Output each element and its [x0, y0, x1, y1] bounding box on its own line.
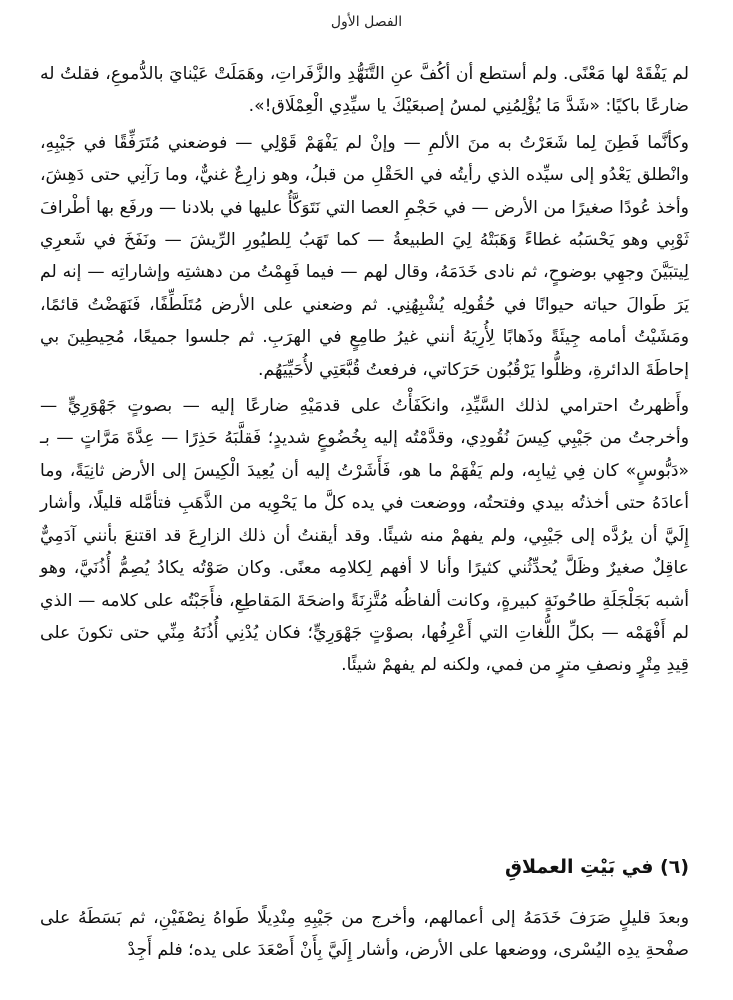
- section-body: [40, 902, 689, 967]
- paragraph-2: وكأنَّما فَطِنَ لِما شَعَرْتُ به منَ الألمِ — وإنْ لم يَفْهَمْ قَوْلِي — فوضعني مُتَرَفِّقًا في جَيْبِهِ، وانْطلق يَعْدُو إلى سيِّده الذي رأيتُه في الحَقْلِ من قبلُ، وهو زارِعٌ غنيٌّ، وما رَآنِي حتى دَهِشَ، وأخذ عُودًا صغيرًا من الأرض — في حَجْمِ العصا التي نَتَوَكَّأُ عليها في بلادنا — ورفَع بها أطْرافَ ثَوْبِي وهو يَحْسَبُه غطاءً وَهَبَتْهُ لِيَ الطبيعةُ — كما تَهَبُ لِلطيُورِ الرِّيشَ — ونَفَخَ في شَعرِي لِيتبَيَّنَ وجهِي بوضوحٍ، ثم نادى خَدَمَهُ، وقال لهم — فيما فَهِمْتُ من دهشتِه وإشاراتِه — إنه لم يَرَ طَوالَ حياته حيوانًا في حُقُولِه يُشْبِهُنِي. ثم وضعني على الأرض مُتَلَطِّفًا، فَنَهَضْتُ قائمًا، ومَشَيْتُ أمامه جِيئَةً وذَهابًا لِأُرِيَهُ أنني غيرُ طامِعٍ في الهرَبِ. ثم جلسوا جميعًا، مُحِيطِينَ بي إحاطَةَ الدائرةِ، وظلُّوا يَرْقُبُون حَرَكاتي، فرفعتُ قُبَّعَتِي لأُحَيِّيَهُم.: [40, 132, 689, 380]
- paragraph-1: لم يَفْقَهْ لها مَعْنًى. ولم أستطع أن أكُفَّ عنِ التَّنَهُّدِ والزَّفَراتِ، وهَمَلَتْ عَيْنايَ بالدُّموعِ، فقلتُ له ضارعًا باكيًا: «شَدَّ مَا يُؤْلِمُنِي لمسُ إصبعَيْكَ يا سيِّدِي الْعِمْلَاق!».: [40, 64, 689, 117]
- paragraph-3: وأَظهرتُ احترامي لذلك السَّيِّدِ، وانكَفَأْتُ على قدمَيْهِ ضارعًا إليه — بصوتٍ جَهْوَرِيٍّ — وأخرجتُ من جَيْبِي كِيسَ نُقُودِي، وقدَّمْتُه إليه بِخُضُوعٍ شديدٍ؛ فَقلَّبَهُ حَذِرًا — عِدَّةَ مَرَّاتٍ — بـ «دَبُّوسٍ» كان فِي ثِيابِه، ولم يَفْهَمْ ما هو، فَأَشَرْتُ إليه أن يُعِيدَ الْكِيسَ إلى الأرض ثانِيَةً، وما أعادَهُ حتى أخذتُه بيدي وفتحتُه، ووضعت في يده كلَّ ما يَحْوِيه من الذَّهَبِ فتأمَّله قليلًا، وأشار إِلَيَّ أن يرُدَّه إلى جَيْبِي، ولم يفهمْ منه شيئًا. وقد أيقنتُ أن ذلك الزارِعَ قد اقتنعَ بأنني آدَمِيٌّ عاقِلٌ صغيرٌ وظَلَّ يُحدِّثُني كثيرًا وأنا لا أفهم لِكلامِه معنًى. وكان صَوْتُه يكادُ يُصِمُّ أُذُنَيَّ، وهو أشبه بَجَلْجَلَةِ طاحُونَةٍ كبيرةٍ، وكانت ألفاظُه مُتَّزِنَةً واضحَةَ المَقاطِعِ، فأَجَبْتُه على كلامه — الذي لم أَفْهَمْه — بكلِّ اللُّغاتِ التي أَعْرِفُها، بصوْتٍ جَهْوَرِيٍّ؛ فكان يُدْنِي أُذُنَهُ مِنِّي حتى تكونَ على قِيدِ مِتْرٍ ونصفِ مترٍ من فمي، ولكنه لم يفهمْ شيئًا.: [40, 396, 689, 676]
- section-heading: (٦) في بَيْتِ العملاقِ: [504, 856, 689, 878]
- running-head: الفصل الأول: [330, 14, 403, 30]
- section-paragraph-1: وبعدَ قليلٍ صَرَفَ خَدَمَهُ إلى أعمالهم، وأخرج من جَيْبِهِ مِنْدِيلًا طَواهُ نِصْفَيْنِ، ثم بَسَطَهُ على صفْحةِ يدِه اليُسْرى، ووضعها على الأرض، وأشار إِلَيَّ بِأَنْ أَصْعَدَ على يده؛ فلم أَجِدْ: [40, 908, 689, 961]
- chapter-body: [40, 58, 689, 682]
